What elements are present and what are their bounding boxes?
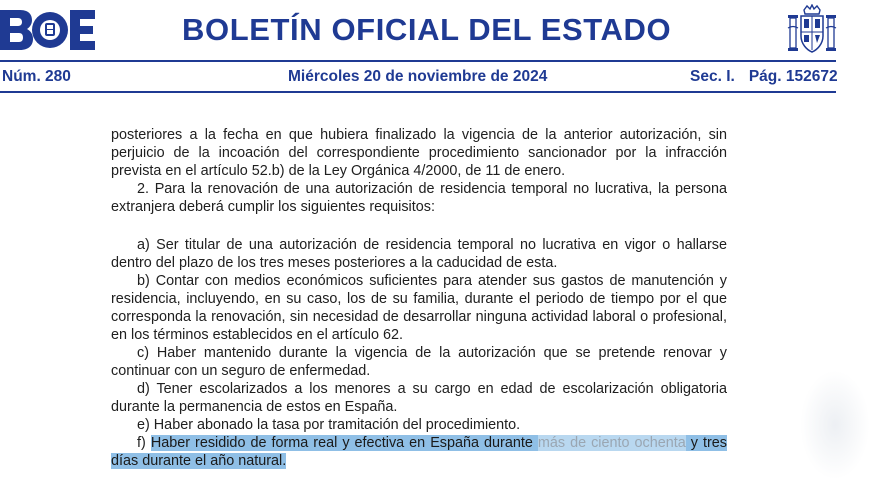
- section-label: Sec. I.: [690, 68, 735, 85]
- requirement-a: a) Ser titular de una autorización de residencia temporal no lucrativa en vigor o hallarse dentro del plazo de los tres meses posteriores a la caducidad de esta.: [111, 237, 727, 271]
- boe-logo: [0, 8, 96, 52]
- selected-text[interactable]: [111, 435, 727, 469]
- document-body: [111, 126, 727, 470]
- spanish-coat-of-arms-icon: [786, 4, 838, 56]
- requirement-f-label: f): [137, 435, 146, 451]
- selected-text-line2: y tres días durante el año natural.: [111, 435, 728, 469]
- selected-text-faded: más de ciento ochenta: [537, 435, 686, 451]
- paragraph-gap: [111, 216, 727, 236]
- page-number: Pág. 152672: [748, 68, 838, 85]
- issue-section-page: [690, 68, 838, 86]
- requirement-f[interactable]: [111, 434, 727, 470]
- requirement-d: d) Tener escolarizados a los menores a su cargo en edad de escolarización obligatoria durante la permanencia de estos en España.: [111, 381, 727, 415]
- selected-text-main: Haber residido de forma real y efectiva en España durante: [150, 435, 533, 451]
- issue-date: Miércoles 20 de noviembre de 2024: [288, 68, 548, 85]
- screen-glare: [800, 370, 870, 480]
- requirement-b: b) Contar con medios económicos suficientes para atender sus gastos de manutención y residencia, incluyendo, en su caso, los de su familia, durante el periodo de tiempo por el que corresponda la renovación, sin necesidad de desarrollar ninguna actividad laboral o profesional, en los términos establecidos en el artículo 62.: [111, 273, 727, 343]
- header-rule-top: [0, 60, 836, 62]
- requirement-e: e) Haber abonado la tasa por tramitación del procedimiento.: [137, 417, 521, 433]
- paragraph-2: 2. Para la renovación de una autorización de residencia temporal no lucrativa, la persona extranjera deberá cumplir los siguientes requisitos:: [111, 181, 727, 215]
- header-rule-bottom: [0, 91, 836, 93]
- intro-paragraph: posteriores a la fecha en que hubiera finalizado la vigencia de la anterior autorización, sin perjuicio de la incoación del correspondiente procedimiento sancionador por la infracción prevista en el artículo 52.b) de la Ley Orgánica 4/2000, de 11 de enero.: [111, 127, 727, 179]
- boe-logo-icon: [0, 8, 96, 52]
- issue-number: Núm. 280: [2, 68, 71, 85]
- gazette-title: BOLETÍN OFICIAL DEL ESTADO: [182, 12, 672, 47]
- requirement-c: c) Haber mantenido durante la vigencia de la autorización que se pretende renovar y continuar con un seguro de enfermedad.: [111, 345, 727, 379]
